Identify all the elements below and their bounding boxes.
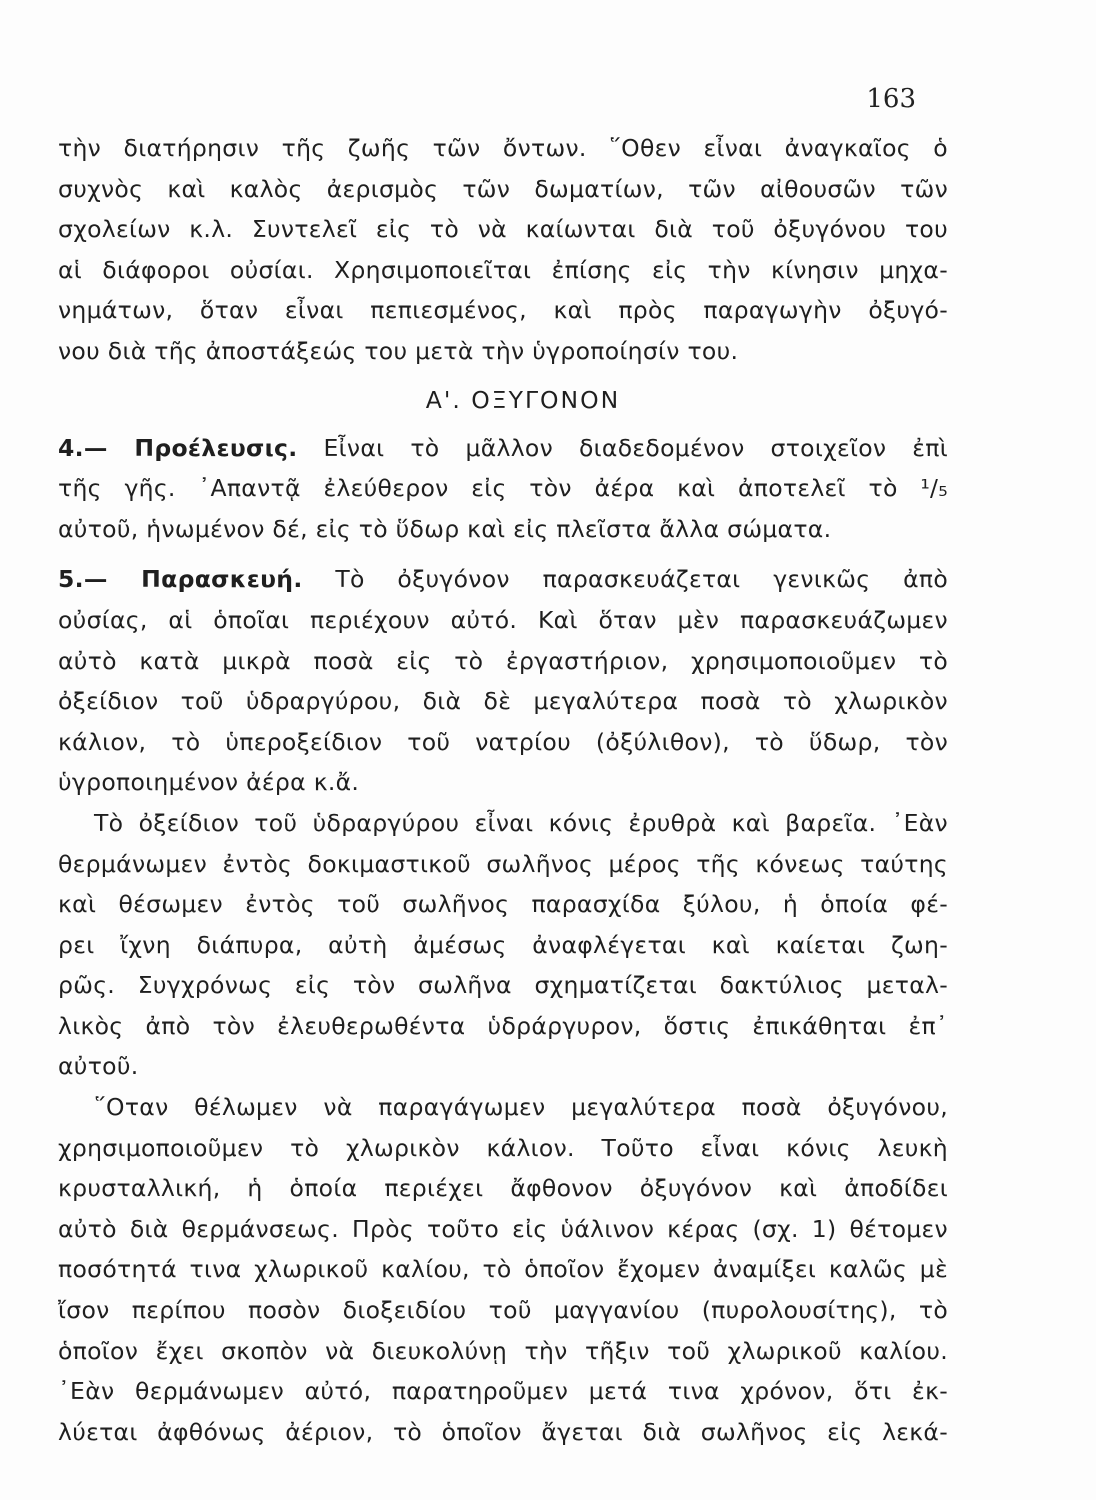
text-line: λύεται ἀφθόνως ἀέριον, τὸ ὁποῖον ἄγεται διὰ σωλῆνος εἰς λεκά- <box>58 1417 948 1446</box>
text-line: ᾿Εὰν θερμάνωμεν αὐτό, παρατηροῦμεν μετά τινα χρόνον, ὅτι ἐκ- <box>58 1377 948 1406</box>
section-5-first-line: Τὸ ὀξυγόνον παρασκευάζεται γενικῶς ἀπὸ <box>302 565 948 594</box>
text-line: αὐτὸ κατὰ μικρὰ ποσὰ εἰς τὸ ἐργαστήριον, χρησιμοποιοῦμεν τὸ <box>58 646 948 675</box>
text-line: αὐτοῦ, ἡνωμένον δέ, εἰς τὸ ὕδωρ καὶ εἰς πλεῖστα ἄλλα σώματα. <box>58 514 832 543</box>
text-line: αἱ διάφοροι οὐσίαι. Χρησιμοποιεῖται ἐπίσης εἰς τὴν κίνησιν μηχα- <box>58 255 948 284</box>
text-line: ῞Οταν θέλωμεν νὰ παραγάγωμεν μεγαλύτερα ποσὰ ὀξυγόνου, <box>94 1093 948 1122</box>
text-line: νου διὰ τῆς ἀποστάξεώς του μετὰ τὴν ὑγροποίησίν του. <box>58 336 739 365</box>
text-line: κρυσταλλική, ἡ ὁποία περιέχει ἄφθονον ὀξυγόνον καὶ ἀποδίδει <box>58 1174 948 1203</box>
text-line: τὴν διατήρησιν τῆς ζωῆς τῶν ὄντων. ῞Οθεν εἶναι ἀναγκαῖος ὁ <box>58 134 948 162</box>
text-line: ὀξείδιον τοῦ ὑδραργύρου, διὰ δὲ μεγαλύτερα ποσὰ τὸ χλωρικὸν <box>58 687 948 716</box>
text-line: χρησιμοποιοῦμεν τὸ χλωρικὸν κάλιον. Τοῦτο εἶναι κόνις λευκὴ <box>58 1133 948 1162</box>
text-line: αὐτὸ διὰ θερμάνσεως. Πρὸς τοῦτο εἰς ὑάλινον κέρας (σχ. 1) θέτομεν <box>58 1214 948 1243</box>
section-5-label: 5.— Παρασκευή. <box>58 565 303 594</box>
paragraph-potassium-chlorate <box>58 1087 948 1452</box>
text-line: ρῶς. Συγχρόνως εἰς τὸν σωλῆνα σχηματίζεται δακτύλιος μεταλ- <box>58 971 948 1000</box>
text-line: θερμάνωμεν ἐντὸς δοκιμαστικοῦ σωλῆνος μέρος τῆς κόνεως ταύτης <box>58 849 948 878</box>
text-line: λικὸς ἀπὸ τὸν ἐλευθερωθέντα ὑδράργυρον, ὅστις ἐπικάθηται ἐπ᾿ <box>58 1011 948 1040</box>
text-line: ὑγροποιημένον ἀέρα κ.ἄ. <box>58 768 360 797</box>
page-number: 163 <box>866 84 916 114</box>
page-text <box>58 128 948 1452</box>
text-line: σχολείων κ.λ. Συντελεῖ εἰς τὸ νὰ καίωνται διὰ τοῦ ὀξυγόνου του <box>58 215 948 244</box>
paragraph-mercury-oxide <box>58 803 948 1087</box>
section-5-preparation <box>58 559 948 803</box>
paragraph-intro <box>58 128 948 372</box>
text-line: ποσότητά τινα χλωρικοῦ καλίου, τὸ ὁποῖον ἔχομεν ἀναμίξει καλῶς μὲ <box>58 1255 948 1284</box>
text-line: τῆς γῆς. ᾿Απαντᾷ ἐλεύθερον εἰς τὸν ἀέρα καὶ ἀποτελεῖ τὸ ¹/₅ <box>58 474 948 503</box>
text-line <box>58 559 948 600</box>
text-line: οὐσίας, αἱ ὁποῖαι περιέχουν αὐτό. Καὶ ὅταν μὲν παρασκευάζωμεν <box>58 605 948 634</box>
text-line: νημάτων, ὅταν εἶναι πεπιεσμένος, καὶ πρὸς παραγωγὴν ὀξυγό- <box>58 296 948 325</box>
text-line: ὁποῖον ἔχει σκοπὸν νὰ διευκολύνῃ τὴν τῆξιν τοῦ χλωρικοῦ καλίου. <box>58 1336 948 1365</box>
text-line <box>58 428 948 469</box>
text-line: ἴσον περίπου ποσὸν διοξειδίου τοῦ μαγγανίου (πυρολουσίτης), τὸ <box>58 1296 948 1325</box>
section-4-origin <box>58 428 948 550</box>
text-line: κάλιον, τὸ ὑπεροξείδιον τοῦ νατρίου (ὀξύλιθον), τὸ ὕδωρ, τὸν <box>58 727 948 756</box>
text-line: συχνὸς καὶ καλὸς ἀερισμὸς τῶν δωματίων, τῶν αἰθουσῶν τῶν <box>58 174 948 203</box>
spacer <box>58 549 948 559</box>
text-line: καὶ θέσωμεν ἐντὸς τοῦ σωλῆνος παρασχίδα ξύλου, ἡ ὁποία φέ- <box>58 890 948 919</box>
text-line: Τὸ ὀξείδιον τοῦ ὑδραργύρου εἶναι κόνις ἐρυθρὰ καὶ βαρεῖα. ᾿Εὰν <box>94 808 948 837</box>
text-line: αὐτοῦ. <box>58 1052 139 1081</box>
section-4-first-line: Εἶναι τὸ μᾶλλον διαδεδομένον στοιχεῖον ἐπὶ <box>297 433 948 462</box>
text-line: ρει ἴχνη διάπυρα, αὐτὴ ἀμέσως ἀναφλέγεται καὶ καίεται ζωη- <box>58 930 948 959</box>
section-heading: Α'. ΟΞΥΓΟΝΟΝ <box>425 385 621 414</box>
section-4-label: 4.— Προέλευσις. <box>58 433 298 462</box>
